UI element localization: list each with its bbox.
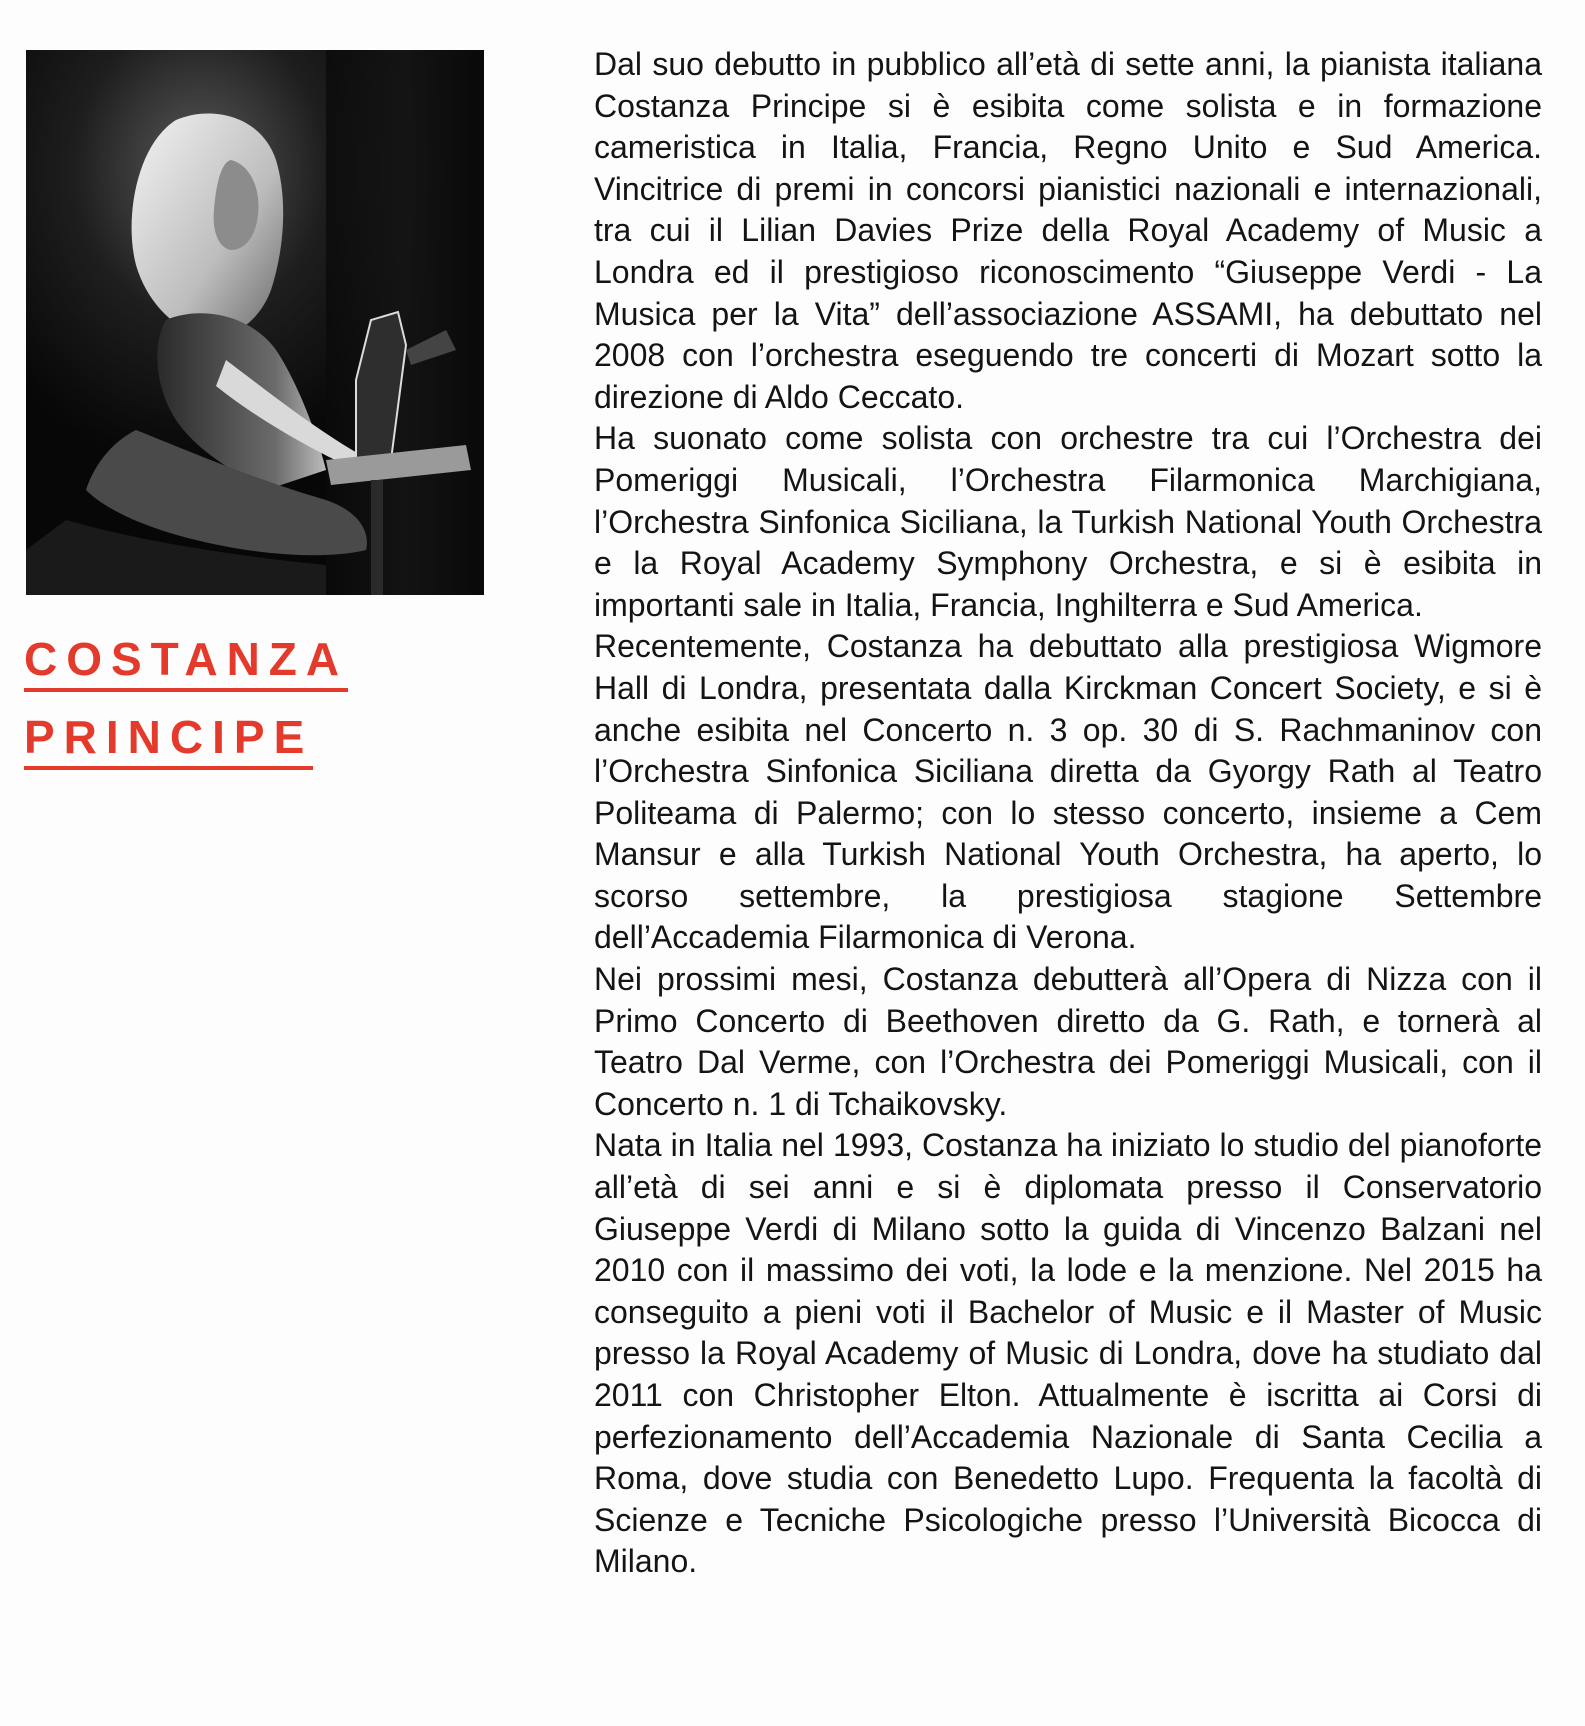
pianist-photo-icon bbox=[26, 50, 484, 595]
bio-paragraph-3: Recentemente, Costanza ha debuttato alla prestigiosa Wigmore Hall di Londra, presentata dalla Kirckman Concert Society, e si è anche esibita nel Concerto n. 3 op. 30 di S. Rachmaninov con l’Orchestra Sinfonica Siciliana diretta da Gyorgy Rath al Teatro Politeama di Palermo; con lo stesso concerto, insieme a Cem Mansur e alla Turkish National Youth Orchestra, ha aperto, lo scorso settembre, la prestigiosa stagione Settembre dell’Accademia Filarmonica di Verona. bbox=[594, 628, 1542, 956]
bio-paragraph-4: Nei prossimi mesi, Costanza debutterà all’Opera di Nizza con il Primo Concerto di Beethoven diretto da G. Rath, e tornerà al Teatro Dal Verme, con l’Orchestra dei Pomeriggi Musicali, con il Concerto n. 1 di Tchaikovsky. bbox=[594, 961, 1542, 1122]
artist-last-name: PRINCIPE bbox=[24, 714, 313, 770]
biography bbox=[594, 44, 1542, 1583]
artist-name bbox=[24, 633, 464, 792]
bio-paragraph-5: Nata in Italia nel 1993, Costanza ha iniziato lo studio del pianoforte all’età di sei anni e si è diplomata presso il Conservatorio Giuseppe Verdi di Milano sotto la guida di Vincenzo Balzani nel 2010 con il massimo dei voti, la lode e la menzione. Nel 2015 ha conseguito a pieni voti il Bachelor of Music e il Master of Music presso la Royal Academy of Music di Londra, dove ha studiato dal 2011 con Christopher Elton. Attualmente è iscritta ai Corsi di perfezionamento dell’Accademia Nazionale di Santa Cecilia a Roma, dove studia con Benedetto Lupo. Frequenta la facoltà di Scienze e Tecniche Psicologiche presso l’Università Bicocca di Milano. bbox=[594, 1127, 1542, 1580]
artist-first-name: COSTANZA bbox=[24, 636, 348, 692]
pianist-photo-svg bbox=[26, 50, 484, 595]
bio-paragraph-1: Dal suo debutto in pubblico all’età di sette anni, la pianista italiana Costanza Principe si è esibita come solista e in formazione cameristica in Italia, Francia, Regno Unito e Sud America. Vincitrice di premi in concorsi pianistici nazionali e internazionali, tra cui il Lilian Davies Prize della Royal Academy of Music a Londra ed il prestigioso riconoscimento “Giuseppe Verdi - La Musica per la Vita” dell’associazione ASSAMI, ha debuttato nel 2008 con l’orchestra eseguendo tre concerti di Mozart sotto la direzione di Aldo Ceccato. bbox=[594, 46, 1542, 415]
bio-paragraph-2: Ha suonato come solista con orchestre tra cui l’Orchestra dei Pomeriggi Musicali, l’Orchestra Filarmonica Marchigiana, l’Orchestra Sinfonica Siciliana, la Turkish National Youth Orchestra e la Royal Academy Symphony Orchestra, e si è esibita in importanti sale in Italia, Francia, Inghilterra e Sud America. bbox=[594, 420, 1542, 623]
